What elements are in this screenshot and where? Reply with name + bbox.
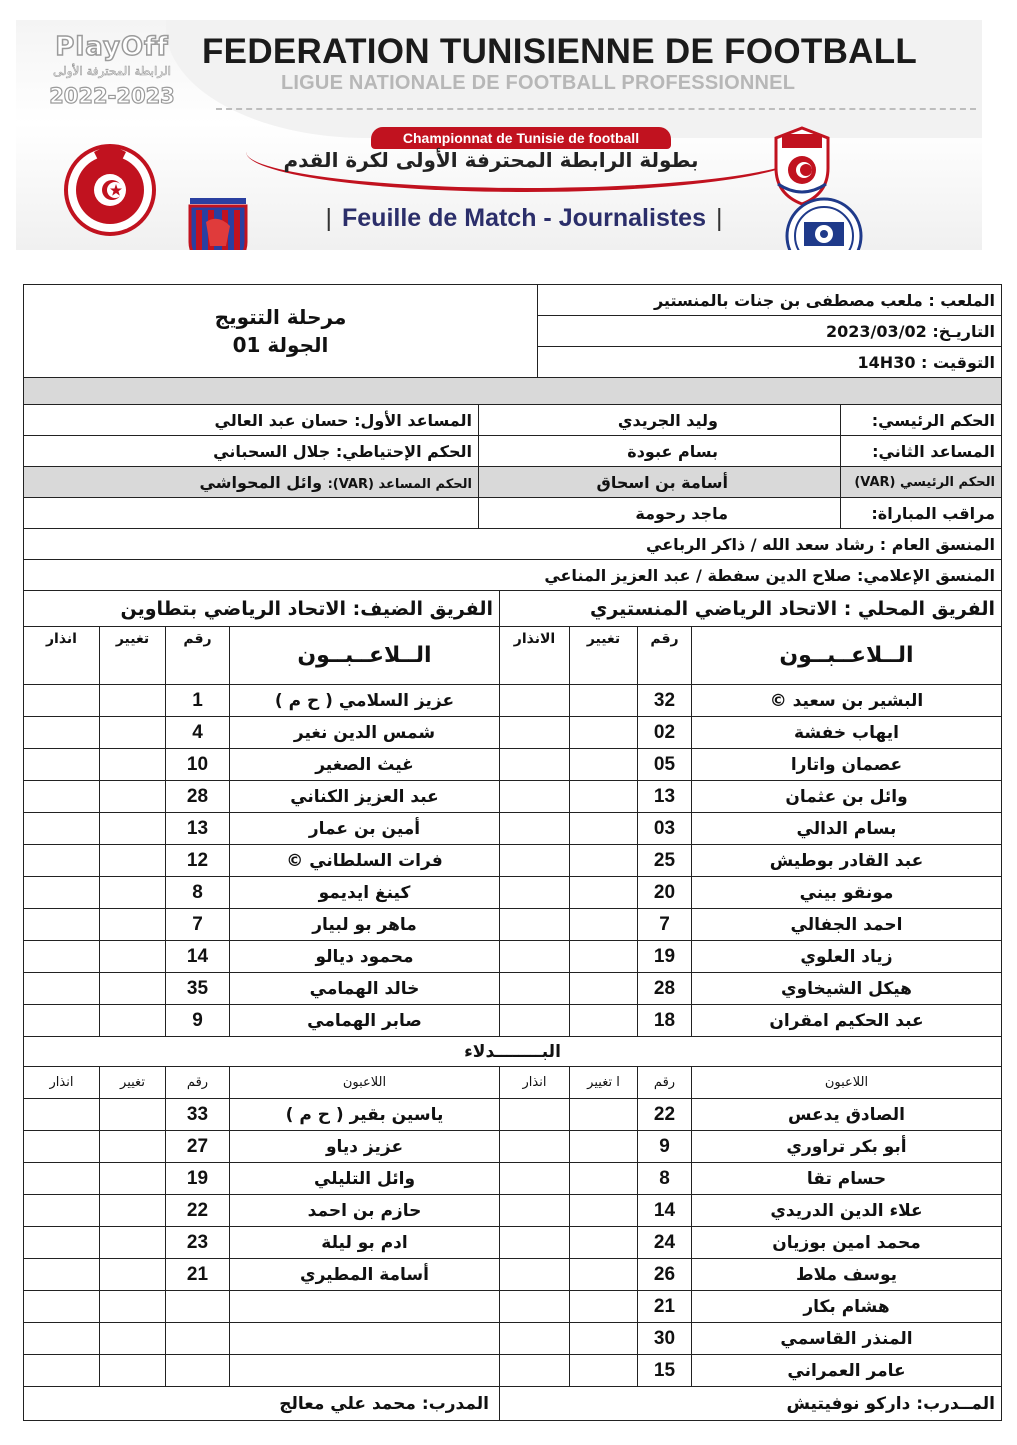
away-warning-cell bbox=[24, 781, 100, 813]
us-tataouine-logo-icon bbox=[186, 196, 250, 250]
away-change-cell bbox=[100, 845, 166, 877]
away-change-cell bbox=[100, 1195, 166, 1227]
home-change-cell bbox=[570, 877, 638, 909]
away-warning-cell bbox=[24, 1131, 100, 1163]
home-warning-header: الانذار bbox=[500, 627, 570, 685]
table-row bbox=[24, 1355, 1002, 1387]
home-player-name: ايهاب خفشة bbox=[692, 717, 1002, 749]
home-change-cell bbox=[570, 845, 638, 877]
away-warning-header: انذار bbox=[24, 627, 100, 685]
home-warning-cell bbox=[500, 1355, 570, 1387]
ftf-logo-icon bbox=[64, 138, 156, 238]
home-subs-players-header: اللاعبون bbox=[692, 1067, 1002, 1099]
date-label: التاريـخ: bbox=[932, 321, 995, 341]
home-player-number: 7 bbox=[638, 909, 692, 941]
table-row bbox=[24, 1259, 1002, 1291]
home-player-number: 21 bbox=[638, 1291, 692, 1323]
home-player-name: مونقو بيني bbox=[692, 877, 1002, 909]
home-change-cell bbox=[570, 1005, 638, 1037]
away-player-number bbox=[166, 1323, 230, 1355]
away-change-cell bbox=[100, 1099, 166, 1131]
officials-table bbox=[23, 404, 1002, 591]
home-change-cell bbox=[570, 1355, 638, 1387]
away-player-number: 28 bbox=[166, 781, 230, 813]
home-player-number: 19 bbox=[638, 941, 692, 973]
home-warning-cell bbox=[500, 685, 570, 717]
home-player-number: 05 bbox=[638, 749, 692, 781]
away-team-label: الفريق الضيف: bbox=[352, 597, 493, 620]
away-player-name bbox=[230, 1355, 500, 1387]
away-change-cell bbox=[100, 909, 166, 941]
away-warning-cell bbox=[24, 941, 100, 973]
away-player-name: عبد العزيز الكناني bbox=[230, 781, 500, 813]
table-row bbox=[24, 909, 1002, 941]
away-change-cell bbox=[100, 1355, 166, 1387]
away-player-number: 12 bbox=[166, 845, 230, 877]
referee-value: وليد الجريدي bbox=[479, 405, 841, 436]
home-player-number: 03 bbox=[638, 813, 692, 845]
media-row bbox=[24, 560, 1002, 591]
away-change-cell bbox=[100, 781, 166, 813]
away-warning-cell bbox=[24, 685, 100, 717]
ligue-title: LIGUE NATIONALE DE FOOTBALL PROFESSIONNEL bbox=[281, 72, 796, 94]
away-warning-cell bbox=[24, 909, 100, 941]
away-player-number bbox=[166, 1355, 230, 1387]
away-coach-label: المدرب: bbox=[421, 1393, 489, 1414]
home-player-name: احمد الجفالي bbox=[692, 909, 1002, 941]
away-coach-row bbox=[24, 1387, 500, 1421]
away-warning-cell bbox=[24, 1355, 100, 1387]
playoff-logo-subtitle: الرابطة المحترفة الأولى bbox=[53, 64, 171, 78]
home-player-number: 28 bbox=[638, 973, 692, 1005]
away-player-name: شمس الدين نغير bbox=[230, 717, 500, 749]
table-row bbox=[24, 1323, 1002, 1355]
away-warning-cell bbox=[24, 1163, 100, 1195]
home-warning-cell bbox=[500, 1005, 570, 1037]
home-player-number: 26 bbox=[638, 1259, 692, 1291]
away-player-name: ادم بو ليلة bbox=[230, 1227, 500, 1259]
away-player-name: ياسين بقير ( ح م ) bbox=[230, 1099, 500, 1131]
coordinator-value: رشاد سعد الله / ذاكر الرباعي bbox=[646, 534, 875, 554]
home-change-cell bbox=[570, 813, 638, 845]
home-player-number: 20 bbox=[638, 877, 692, 909]
referee-label: الحكم الرئيسي: bbox=[841, 405, 1002, 436]
away-player-name: عزيز دياو bbox=[230, 1131, 500, 1163]
away-warning-cell bbox=[24, 1227, 100, 1259]
table-row bbox=[24, 973, 1002, 1005]
home-warning-cell bbox=[500, 1163, 570, 1195]
home-change-cell bbox=[570, 1195, 638, 1227]
playoff-logo-title: PlayOff bbox=[55, 32, 169, 62]
away-player-number: 7 bbox=[166, 909, 230, 941]
away-player-number: 10 bbox=[166, 749, 230, 781]
away-player-number: 1 bbox=[166, 685, 230, 717]
home-coach-name: داركو نوفيتيش bbox=[786, 1393, 911, 1414]
home-team-label: الفريق المحلي : bbox=[843, 597, 995, 620]
away-change-header: تغيير bbox=[100, 627, 166, 685]
home-player-name: علاء الدين الدريدي bbox=[692, 1195, 1002, 1227]
away-warning-cell bbox=[24, 845, 100, 877]
home-change-cell bbox=[570, 1099, 638, 1131]
home-player-name: حسام تقا bbox=[692, 1163, 1002, 1195]
home-player-number: 8 bbox=[638, 1163, 692, 1195]
home-player-number: 14 bbox=[638, 1195, 692, 1227]
home-change-header: تغيير bbox=[570, 627, 638, 685]
away-warning-cell bbox=[24, 749, 100, 781]
home-warning-cell bbox=[500, 1291, 570, 1323]
date-row bbox=[538, 316, 1002, 347]
away-player-name: كينغ ايديمو bbox=[230, 877, 500, 909]
home-change-cell bbox=[570, 909, 638, 941]
match-sheet bbox=[23, 284, 1001, 1421]
away-warning-cell bbox=[24, 1323, 100, 1355]
fourth-label: الحكم الإحتياطي: bbox=[335, 441, 472, 461]
home-player-name: يوسف ملاط bbox=[692, 1259, 1002, 1291]
away-player-name: خالد الهمامي bbox=[230, 973, 500, 1005]
home-warning-cell bbox=[500, 1099, 570, 1131]
away-coach-name: محمد علي معالج bbox=[279, 1393, 416, 1414]
home-coach-label: المــدرب: bbox=[916, 1393, 995, 1414]
home-player-name: زياد العلوي bbox=[692, 941, 1002, 973]
home-change-cell bbox=[570, 1323, 638, 1355]
us-monastir-logo-icon bbox=[784, 196, 864, 250]
home-player-number: 22 bbox=[638, 1099, 692, 1131]
away-player-name: وائل التليلي bbox=[230, 1163, 500, 1195]
away-team-name: الاتحاد الرياضي بتطاوين bbox=[120, 597, 346, 620]
away-players-header: الــلاعــبــون bbox=[230, 627, 500, 685]
away-player-name: فرات السلطاني © bbox=[230, 845, 500, 877]
header-banner bbox=[16, 20, 982, 250]
home-player-number: 9 bbox=[638, 1131, 692, 1163]
away-player-name bbox=[230, 1291, 500, 1323]
players-table bbox=[23, 590, 1002, 1421]
home-warning-cell bbox=[500, 941, 570, 973]
home-change-cell bbox=[570, 941, 638, 973]
table-row bbox=[24, 1163, 1002, 1195]
home-player-name: هيكل الشيخاوي bbox=[692, 973, 1002, 1005]
away-player-number: 9 bbox=[166, 1005, 230, 1037]
home-warning-cell bbox=[500, 813, 570, 845]
table-row bbox=[24, 813, 1002, 845]
home-player-name: الصادق يدعس bbox=[692, 1099, 1002, 1131]
coordinator-label: المنسق العام : bbox=[879, 534, 995, 554]
stadium-label: الملعب : bbox=[928, 290, 995, 310]
home-player-number: 30 bbox=[638, 1323, 692, 1355]
table-row bbox=[24, 1005, 1002, 1037]
observer-empty-cell bbox=[24, 498, 479, 529]
home-warning-cell bbox=[500, 1131, 570, 1163]
away-change-cell bbox=[100, 1259, 166, 1291]
home-warning-cell bbox=[500, 749, 570, 781]
away-player-name: أمين بن عمار bbox=[230, 813, 500, 845]
table-row bbox=[24, 845, 1002, 877]
home-player-name: عبد الحكيم امقران bbox=[692, 1005, 1002, 1037]
away-warning-cell bbox=[24, 877, 100, 909]
phase-text: مرحلة التتويج bbox=[214, 305, 347, 329]
home-player-name: بسام الدالي bbox=[692, 813, 1002, 845]
home-change-cell bbox=[570, 685, 638, 717]
phase-cell bbox=[24, 285, 538, 378]
away-player-number: 23 bbox=[166, 1227, 230, 1259]
home-player-number: 32 bbox=[638, 685, 692, 717]
away-number-header: رقم bbox=[166, 627, 230, 685]
subs-title: البــــــــدلاء bbox=[24, 1037, 1002, 1067]
table-row bbox=[24, 1227, 1002, 1259]
playoff-logo bbox=[42, 32, 182, 108]
home-warning-cell bbox=[500, 781, 570, 813]
playoff-logo-season: 2022-2023 bbox=[49, 84, 175, 108]
away-subs-players-header: اللاعبون bbox=[230, 1067, 500, 1099]
home-player-name: المنذر القاسمي bbox=[692, 1323, 1002, 1355]
time-row bbox=[538, 347, 1002, 378]
away-change-cell bbox=[100, 1131, 166, 1163]
away-change-cell bbox=[100, 1291, 166, 1323]
dashed-divider bbox=[216, 108, 976, 110]
away-player-name bbox=[230, 1323, 500, 1355]
var-label: الحكم الرئيسي (VAR) bbox=[841, 467, 1002, 498]
away-warning-cell bbox=[24, 973, 100, 1005]
home-warning-cell bbox=[500, 717, 570, 749]
date-value: 2023/03/02 bbox=[826, 321, 927, 341]
time-label: التوقيت : bbox=[921, 352, 995, 372]
table-row bbox=[24, 717, 1002, 749]
away-player-number: 14 bbox=[166, 941, 230, 973]
media-value: صلاح الدين سفطة / عبد العزيز المناعي bbox=[544, 565, 852, 585]
away-warning-cell bbox=[24, 813, 100, 845]
table-row bbox=[24, 1099, 1002, 1131]
away-warning-cell bbox=[24, 717, 100, 749]
home-player-name: عبد القادر بوطيش bbox=[692, 845, 1002, 877]
home-player-name: عصمان واتارا bbox=[692, 749, 1002, 781]
away-change-cell bbox=[100, 717, 166, 749]
away-subs-warning-header: انذار bbox=[24, 1067, 100, 1099]
away-warning-cell bbox=[24, 1195, 100, 1227]
home-change-cell bbox=[570, 749, 638, 781]
away-player-name: عزيز السلامي ( ح م ) bbox=[230, 685, 500, 717]
home-player-number: 24 bbox=[638, 1227, 692, 1259]
away-player-number: 8 bbox=[166, 877, 230, 909]
assistant1-label: المساعد الأول: bbox=[354, 410, 472, 430]
avar-value: وائل المحواشي bbox=[199, 472, 323, 492]
home-warning-cell bbox=[500, 973, 570, 1005]
away-change-cell bbox=[100, 685, 166, 717]
federation-title: FEDERATION TUNISIENNE DE FOOTBALL bbox=[202, 32, 918, 71]
avar-label: الحكم المساعد (VAR): bbox=[327, 476, 472, 492]
away-warning-cell bbox=[24, 1005, 100, 1037]
coordinator-row bbox=[24, 529, 1002, 560]
championnat-ribbon: Championnat de Tunisie de football bbox=[371, 127, 671, 149]
round-text: الجولة 01 bbox=[232, 333, 329, 357]
home-change-cell bbox=[570, 1259, 638, 1291]
spacer-row bbox=[24, 378, 1002, 405]
home-player-name: هشام بكار bbox=[692, 1291, 1002, 1323]
home-subs-change-header: ا تغيير bbox=[570, 1067, 638, 1099]
subs-body bbox=[24, 1099, 1002, 1387]
home-subs-number-header: رقم bbox=[638, 1067, 692, 1099]
home-player-name: عامر العمراني bbox=[692, 1355, 1002, 1387]
away-player-name: محمود ديالو bbox=[230, 941, 500, 973]
away-change-cell bbox=[100, 1323, 166, 1355]
table-row bbox=[24, 1195, 1002, 1227]
var-value: أسامة بن اسحاق bbox=[479, 467, 841, 498]
fourth-value: جلال السحباني bbox=[213, 441, 331, 461]
home-team-header bbox=[500, 591, 1002, 627]
table-row bbox=[24, 877, 1002, 909]
media-label: المنسق الإعلامي: bbox=[857, 565, 995, 585]
table-row bbox=[24, 1131, 1002, 1163]
home-warning-cell bbox=[500, 1195, 570, 1227]
away-change-cell bbox=[100, 1227, 166, 1259]
home-number-header: رقم bbox=[638, 627, 692, 685]
away-change-cell bbox=[100, 1005, 166, 1037]
away-player-number: 19 bbox=[166, 1163, 230, 1195]
home-player-name: البشير بن سعيد © bbox=[692, 685, 1002, 717]
away-change-cell bbox=[100, 973, 166, 1005]
home-player-number: 18 bbox=[638, 1005, 692, 1037]
home-warning-cell bbox=[500, 1323, 570, 1355]
home-warning-cell bbox=[500, 1227, 570, 1259]
away-subs-number-header: رقم bbox=[166, 1067, 230, 1099]
away-change-cell bbox=[100, 749, 166, 781]
home-warning-cell bbox=[500, 877, 570, 909]
home-subs-warning-header: انذار bbox=[500, 1067, 570, 1099]
away-warning-cell bbox=[24, 1291, 100, 1323]
away-warning-cell bbox=[24, 1259, 100, 1291]
home-team-name: الاتحاد الرياضي المنستيري bbox=[589, 597, 838, 620]
table-row bbox=[24, 749, 1002, 781]
home-warning-cell bbox=[500, 845, 570, 877]
home-change-cell bbox=[570, 1163, 638, 1195]
assistant1-cell bbox=[24, 405, 479, 436]
observer-value: ماجد رحومة bbox=[479, 498, 841, 529]
away-change-cell bbox=[100, 1163, 166, 1195]
home-warning-cell bbox=[500, 1259, 570, 1291]
away-player-number: 4 bbox=[166, 717, 230, 749]
time-value: 14H30 bbox=[857, 352, 916, 372]
away-team-header bbox=[24, 591, 500, 627]
stadium-row bbox=[538, 285, 1002, 316]
away-player-number bbox=[166, 1291, 230, 1323]
assistant1-value: حسان عبد العالي bbox=[214, 410, 349, 430]
away-change-cell bbox=[100, 813, 166, 845]
away-player-number: 27 bbox=[166, 1131, 230, 1163]
away-player-number: 35 bbox=[166, 973, 230, 1005]
away-player-number: 21 bbox=[166, 1259, 230, 1291]
home-players-header: الــلاعــبــون bbox=[692, 627, 1002, 685]
observer-label: مراقب المباراة: bbox=[841, 498, 1002, 529]
home-change-cell bbox=[570, 1227, 638, 1259]
away-player-name: صابر الهمامي bbox=[230, 1005, 500, 1037]
home-player-number: 02 bbox=[638, 717, 692, 749]
home-player-number: 15 bbox=[638, 1355, 692, 1387]
away-change-cell bbox=[100, 877, 166, 909]
away-player-number: 22 bbox=[166, 1195, 230, 1227]
away-player-name: غيث الصغير bbox=[230, 749, 500, 781]
sheet-title-text: Feuille de Match - Journalistes bbox=[342, 204, 706, 232]
table-row bbox=[24, 685, 1002, 717]
home-warning-cell bbox=[500, 909, 570, 941]
away-player-name: ماهر بو لبيار bbox=[230, 909, 500, 941]
fourth-cell bbox=[24, 436, 479, 467]
away-subs-change-header: تغيير bbox=[100, 1067, 166, 1099]
away-player-name: حازم بن احمد bbox=[230, 1195, 500, 1227]
match-info-table bbox=[23, 284, 1002, 405]
starters-body bbox=[24, 685, 1002, 1037]
stadium-value: ملعب مصطفى بن جنات بالمنستير bbox=[653, 290, 923, 310]
away-change-cell bbox=[100, 941, 166, 973]
home-player-name: أبو بكر تراوري bbox=[692, 1131, 1002, 1163]
home-change-cell bbox=[570, 717, 638, 749]
table-row bbox=[24, 781, 1002, 813]
sheet-title: | Feuille de Match - Journalistes | bbox=[325, 204, 723, 232]
home-coach-row bbox=[500, 1387, 1002, 1421]
away-player-name: أسامة المطيري bbox=[230, 1259, 500, 1291]
avar-cell bbox=[24, 467, 479, 498]
home-player-number: 13 bbox=[638, 781, 692, 813]
assistant2-label: المساعد الثاني: bbox=[841, 436, 1002, 467]
table-row bbox=[24, 1291, 1002, 1323]
table-row bbox=[24, 941, 1002, 973]
home-change-cell bbox=[570, 1131, 638, 1163]
away-player-number: 13 bbox=[166, 813, 230, 845]
assistant2-value: بسام عبودة bbox=[479, 436, 841, 467]
home-change-cell bbox=[570, 1291, 638, 1323]
away-warning-cell bbox=[24, 1099, 100, 1131]
home-player-number: 25 bbox=[638, 845, 692, 877]
away-player-number: 33 bbox=[166, 1099, 230, 1131]
home-change-cell bbox=[570, 973, 638, 1005]
home-change-cell bbox=[570, 781, 638, 813]
home-player-name: وائل بن عثمان bbox=[692, 781, 1002, 813]
home-player-name: محمد امين بوزيان bbox=[692, 1227, 1002, 1259]
championnat-arabic: بطولة الرابطة المحترفة الأولى لكرة القدم bbox=[283, 148, 699, 172]
